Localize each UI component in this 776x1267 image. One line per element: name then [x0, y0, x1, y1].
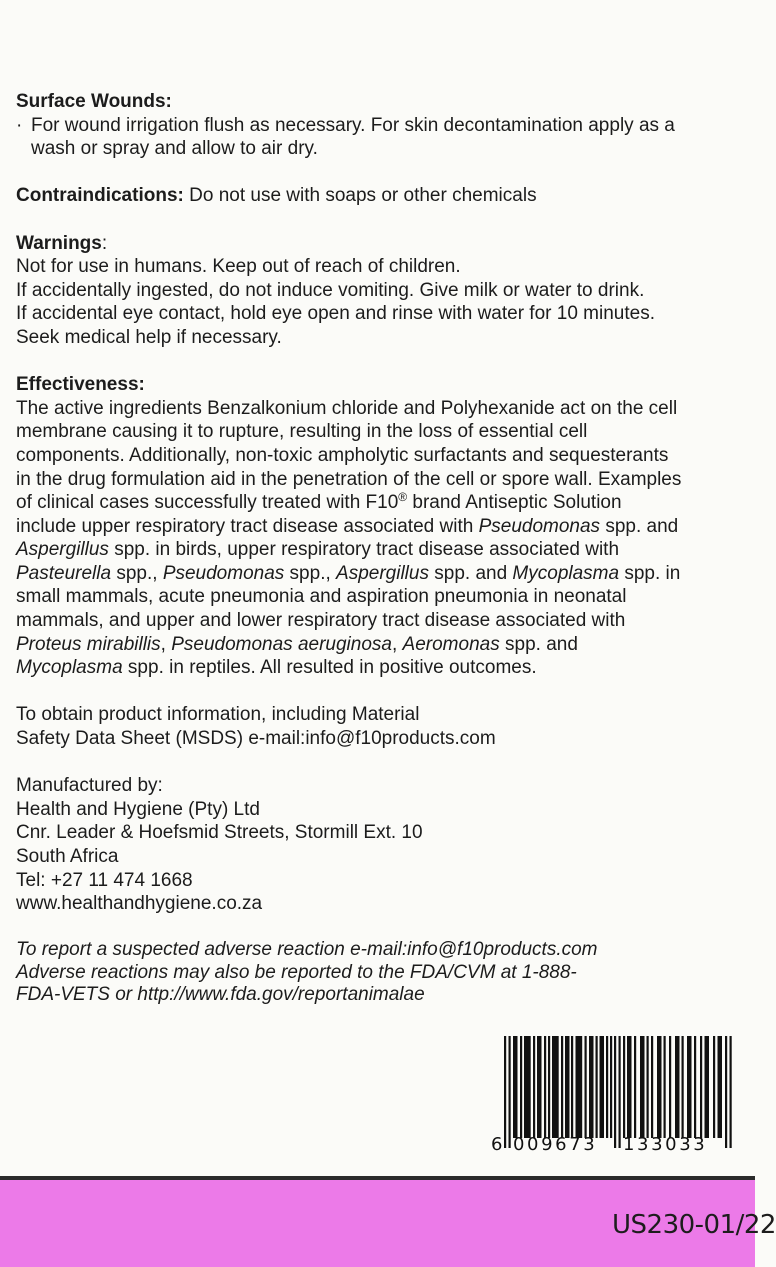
adverse-line: FDA-VETS or http://www.fda.gov/reportanimalae — [16, 983, 425, 1005]
effectiveness-line: of clinical cases successfully treated with F10® brand Antiseptic Solution — [16, 490, 622, 514]
adverse-line: To report a suspected adverse reaction e-mail:info@f10products.com — [16, 939, 598, 961]
warnings-heading: Warnings: — [16, 232, 108, 254]
registered-mark: ® — [398, 490, 408, 505]
species-name: Pseudomonas — [162, 562, 285, 584]
manufacturer-label: Manufactured by: — [16, 775, 163, 797]
label-text-block — [16, 90, 776, 1006]
surface-wounds-line: For wound irrigation flush as necessary. For skin decontamination apply as a — [31, 114, 675, 136]
effectiveness-line: Aspergillus spp. in birds, upper respiratory tract disease associated with — [16, 539, 620, 561]
surface-wounds-heading: Surface Wounds: — [16, 91, 172, 112]
effectiveness-line: Proteus mirabillis, Pseudomonas aeruginosa, Aeromonas spp. and — [16, 633, 578, 655]
warning-line: Seek medical help if necessary. — [16, 326, 282, 348]
effectiveness-line: Mycoplasma spp. in reptiles. All resulted in positive outcomes. — [16, 657, 537, 679]
species-name: Pseudomonas — [478, 515, 601, 537]
contraindications-label: Contraindications: — [16, 185, 184, 207]
species-name: Aspergillus — [336, 562, 429, 584]
barcode-bars — [504, 1036, 732, 1148]
species-name: Pasteurella — [16, 562, 112, 584]
effectiveness-line: Pasteurella spp., Pseudomonas spp., Aspergillus spp. and Mycoplasma spp. in — [16, 562, 681, 584]
effectiveness-line: membrane causing it to rupture, resulting in the loss of essential cell — [16, 421, 588, 443]
species-name: Proteus mirabillis — [16, 633, 161, 655]
species-name: Mycoplasma — [16, 657, 123, 679]
warning-line: If accidental eye contact, hold eye open and rinse with water for 10 minutes. — [16, 303, 655, 325]
effectiveness-line: The active ingredients Benzalkonium chloride and Polyhexanide act on the cell — [16, 397, 678, 419]
adverse-reaction-notice — [16, 939, 776, 1006]
product-code: US230-01/22 — [612, 1210, 776, 1240]
manufacturer-website: www.healthandhygiene.co.za — [16, 893, 263, 915]
species-name: Aeromonas — [402, 633, 500, 655]
surface-wounds-line: wash or spray and allow to air dry. — [31, 138, 318, 160]
barcode-digits-left: 009673 — [513, 1134, 598, 1155]
effectiveness-line: mammals, and upper and lower respiratory tract disease associated with — [16, 610, 626, 632]
species-name: Pseudomonas aeruginosa — [171, 633, 392, 655]
barcode — [489, 1036, 739, 1154]
adverse-line: Adverse reactions may also be reported to the FDA/CVM at 1-888- — [16, 961, 577, 983]
warning-line: Not for use in humans. Keep out of reach of children. — [16, 256, 461, 278]
product-info-line: To obtain product information, including Material — [16, 704, 420, 726]
barcode-digits-right: 133033 — [623, 1134, 708, 1155]
species-name: Aspergillus — [16, 539, 109, 561]
species-name: Mycoplasma — [512, 562, 620, 584]
effectiveness-line: small mammals, acute pneumonia and aspiration pneumonia in neonatal — [16, 586, 627, 608]
effectiveness-line: components. Additionally, non-toxic ampholytic surfactants and sequesterants — [16, 444, 669, 466]
effectiveness-line: in the drug formulation aid in the penetration of the cell or spore wall. Examples — [16, 468, 682, 490]
bullet-icon: · — [16, 114, 23, 136]
manufacturer-tel: Tel: +27 11 474 1668 — [16, 869, 193, 891]
barcode-digit-first: 6 — [491, 1134, 503, 1155]
warning-line: If accidentally ingested, do not induce vomiting. Give milk or water to drink. — [16, 279, 645, 301]
product-info-line: Safety Data Sheet (MSDS) e-mail:info@f10products.com — [16, 728, 496, 750]
effectiveness-heading: Effectiveness: — [16, 374, 145, 396]
warnings-label: Warnings — [16, 232, 102, 254]
surface-wounds-instruction — [16, 114, 776, 161]
contraindications-text: Do not use with soaps or other chemicals — [183, 185, 537, 207]
manufacturer-country: South Africa — [16, 846, 119, 867]
manufacturer-address: Cnr. Leader & Hoefsmid Streets, Stormill Ext. 10 — [16, 822, 423, 844]
effectiveness-line: include upper respiratory tract disease associated with Pseudomonas spp. and — [16, 515, 679, 537]
manufacturer-name: Health and Hygiene (Pty) Ltd — [16, 798, 260, 820]
contraindications — [16, 184, 776, 208]
